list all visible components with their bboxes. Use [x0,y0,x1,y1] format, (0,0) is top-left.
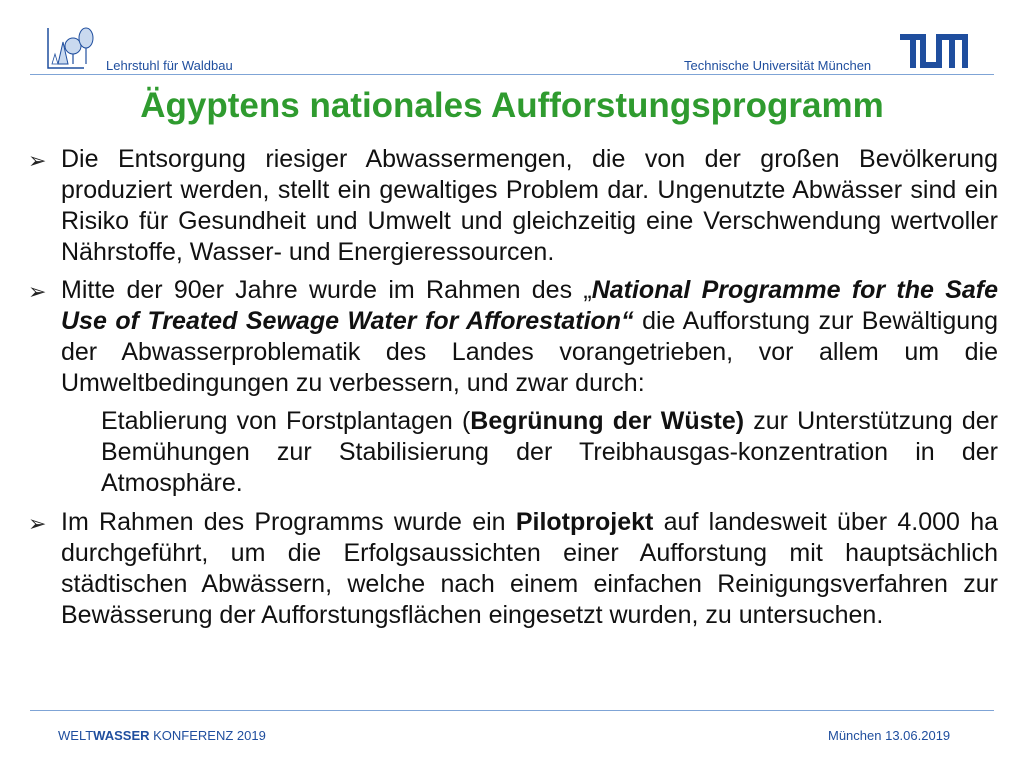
footer-divider [30,710,994,711]
conference-name [58,728,266,743]
bullet-point [28,144,998,268]
bullet-text: Im Rahmen des Programms wurde ein [61,508,516,536]
chair-name: Lehrstuhl für Waldbau [106,58,233,73]
bullet-text: die Aufforstung zur Bewältigung der Abwasserproblematik des Landes vorangetrieben, vor allem um die Umweltbedingungen zu verbessern, und zwar durch: [61,307,998,397]
trees-logo-icon [44,24,100,72]
bullet-text: Die Entsorgung riesiger Abwassermengen, die von der großen Bevölkerung produziert werden, stellt ein gewaltiges Problem dar. Ungenutzte Abwässer sind ein Risiko für Gesundheit und Umwelt und gleichzeitig eine Verschwendung wertvoller Nährstoffe, Wasser- und Energieressourcen. [61,145,998,266]
arrow-bullet-icon: ➢ [28,279,47,304]
sub-point-emphasis: Begrünung der Wüste) [470,407,745,435]
conference-name-part: KONFERENZ 2019 [149,728,266,743]
header-divider [30,74,994,75]
sub-point [28,406,998,499]
tum-logo-icon [900,34,968,68]
sub-point-text: Etablierung von Forstplantagen ( [101,407,471,435]
arrow-bullet-icon: ➢ [28,148,47,173]
footer-date: München 13.06.2019 [828,728,951,743]
slide-header [0,0,1024,80]
programme-name: National Programme for the Safe Use of Treated Sewage Water for Afforestation“ [61,276,999,335]
bullet-text: auf landesweit über 4.000 ha durchgeführt, um die Erfolgsaussichten einer Aufforstung mit hauptsächlich städtischen Abwässern, welche nach einem einfachen Reinigungsverfahren zur Bewässerung der Aufforstungsflächen eingesetzt wurden, zu untersuchen. [61,508,999,629]
conference-name-part: WASSER [93,728,150,743]
conference-name-part: WELT [58,728,94,743]
slide-title: Ägyptens nationales Aufforstungsprogramm [140,86,884,125]
arrow-bullet-icon: ➢ [28,511,47,536]
bullet-point [28,275,998,399]
bullet-point [28,507,998,631]
sub-point-text: zur Unterstützung der Bemühungen zur Stabilisierung der Treibhausgas-konzentration in der Atmosphäre. [101,407,998,497]
university-name: Technische Universität München [684,58,872,73]
slide-body [28,144,998,638]
pilot-project-emphasis: Pilotprojekt [515,508,654,536]
bullet-text: Mitte der 90er Jahre wurde im Rahmen des „ [61,276,592,304]
